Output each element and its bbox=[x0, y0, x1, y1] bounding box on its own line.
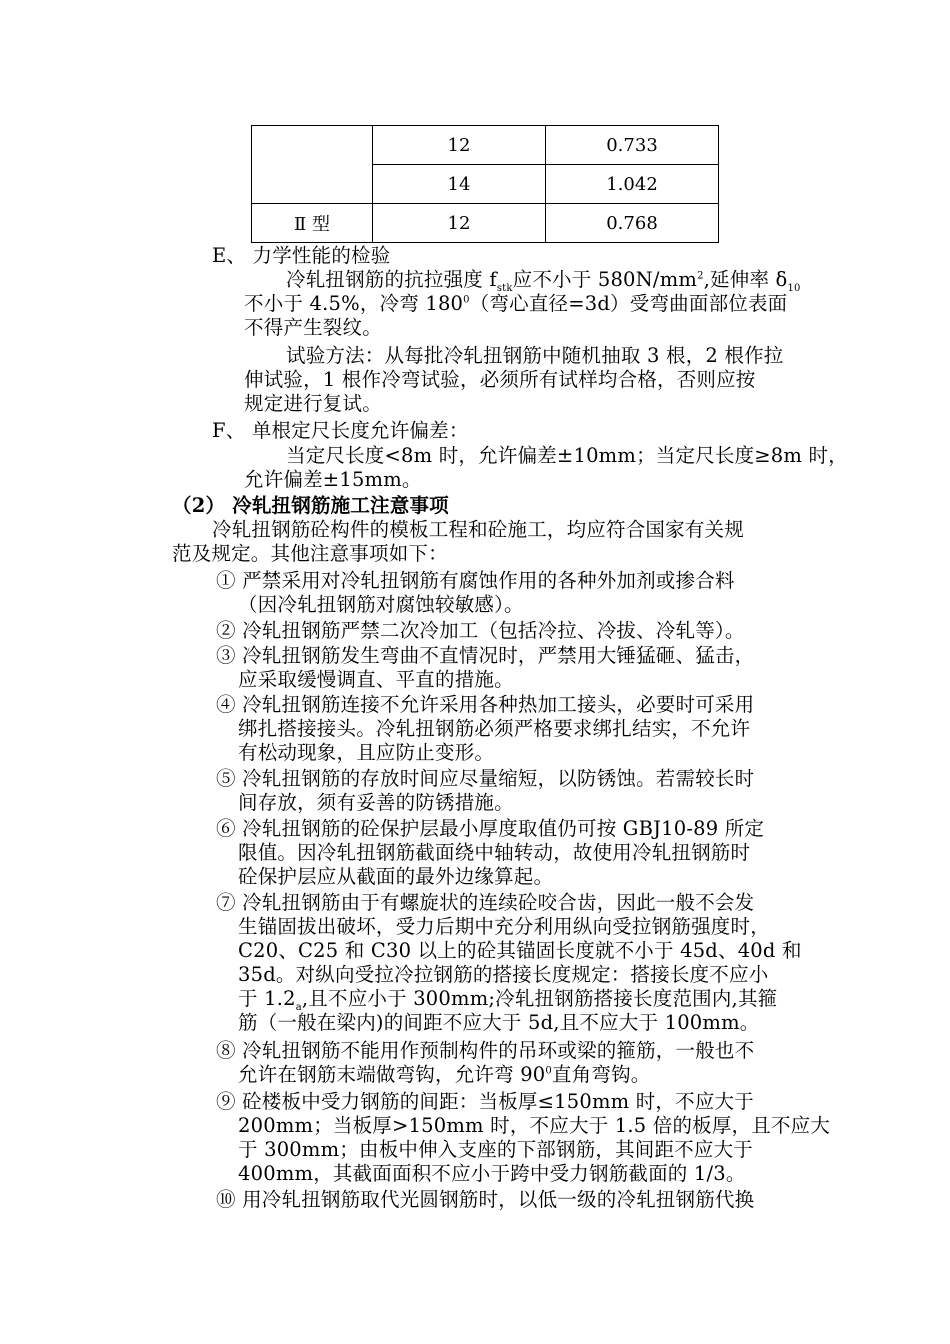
paragraph-line: 冷轧扭钢筋砼构件的模板工程和砼施工，均应符合国家有关规 bbox=[212, 518, 744, 541]
list-item: 间存放，须有妥善的防锈措施。 bbox=[238, 791, 514, 814]
section-2-heading: （2） 冷轧扭钢筋施工注意事项 bbox=[172, 494, 449, 517]
list-item: ③ 冷轧扭钢筋发生弯曲不直情况时，严禁用大锤猛砸、猛击， bbox=[216, 644, 755, 667]
list-item: ① 严禁采用对冷轧扭钢筋有腐蚀作用的各种外加剂或掺合料 bbox=[216, 569, 735, 592]
value-cell: 1.042 bbox=[546, 165, 719, 204]
paragraph-line: 伸试验，1 根作冷弯试验，必须所有试样均合格，否则应按 bbox=[244, 368, 756, 391]
paragraph-line: 允许偏差±15mm。 bbox=[244, 468, 422, 491]
list-item: 生锚固拔出破坏，受力后期中充分利用纵向受拉钢筋强度时， bbox=[238, 915, 770, 938]
section-e-heading: E、 力学性能的检验 bbox=[212, 244, 391, 267]
list-item: 限值。因冷轧扭钢筋截面绕中轴转动，故使用冷轧扭钢筋时 bbox=[238, 841, 751, 864]
list-item: 允许在钢筋末端做弯钩，允许弯 $90^0$直角弯钩。 bbox=[238, 1063, 651, 1086]
list-item: 35d。对纵向受拉冷拉钢筋的搭接长度规定：搭接长度不应小 bbox=[238, 963, 769, 986]
diameter-cell: 14 bbox=[373, 165, 546, 204]
list-item: 有松动现象，且应防止变形。 bbox=[238, 741, 495, 764]
table-row bbox=[252, 126, 719, 165]
paragraph-line: 不得产生裂纹。 bbox=[244, 316, 382, 339]
paragraph-line: 当定尺长度<8m 时，允许偏差±10mm；当定尺长度≥8m 时， bbox=[286, 444, 848, 467]
paragraph-line: 冷轧扭钢筋的抗拉强度 $f_{stk}$应不小于 $580N/mm^2$,延伸率 $\delta_{10}$ bbox=[286, 268, 801, 294]
list-item: C20、C25 和 C30 以上的砼其锚固长度就不小于 45d、40d 和 bbox=[238, 939, 802, 962]
table-row bbox=[252, 204, 719, 243]
diameter-cell: 12 bbox=[373, 126, 546, 165]
type-cell bbox=[252, 126, 373, 204]
value-cell: 0.733 bbox=[546, 126, 719, 165]
list-item: ⑨ 砼楼板中受力钢筋的间距：当板厚≤150mm 时，不应大于 bbox=[216, 1090, 754, 1113]
value-cell: 0.768 bbox=[546, 204, 719, 243]
list-item: 应采取缓慢调直、平直的措施。 bbox=[238, 668, 514, 691]
list-item: ⑤ 冷轧扭钢筋的存放时间应尽量缩短，以防锈蚀。若需较长时 bbox=[216, 767, 755, 790]
diameter-cell: 12 bbox=[373, 204, 546, 243]
list-item: 砼保护层应从截面的最外边缘算起。 bbox=[238, 865, 554, 888]
list-item: （因冷轧扭钢筋对腐蚀较敏感）。 bbox=[238, 593, 524, 616]
list-item: ④ 冷轧扭钢筋连接不允许采用各种热加工接头，必要时可采用 bbox=[216, 693, 755, 716]
list-item: 筋（一般在梁内)的间距不应大于 5d,且不应大于 100mm。 bbox=[238, 1011, 760, 1034]
spec-table bbox=[251, 125, 719, 243]
list-item: ⑥ 冷轧扭钢筋的砼保护层最小厚度取值仍可按 GBJ10-89 所定 bbox=[216, 817, 765, 840]
list-item: 200mm；当板厚>150mm 时，不应大于 1.5 倍的板厚，且不应大 bbox=[238, 1114, 831, 1137]
list-item: 于 300mm；由板中伸入支座的下部钢筋，其间距不应大于 bbox=[238, 1138, 753, 1161]
paragraph-line: 试验方法：从每批冷轧扭钢筋中随机抽取 3 根，2 根作拉 bbox=[286, 344, 784, 367]
type-cell: Ⅱ 型 bbox=[252, 204, 373, 243]
paragraph-line: 不小于 4.5%，冷弯 $180^0$（弯心直径=3d）受弯曲面部位表面 bbox=[244, 292, 788, 315]
list-item: ⑦ 冷轧扭钢筋由于有螺旋状的连续砼咬合齿，因此一般不会发 bbox=[216, 891, 755, 914]
paragraph-line: 规定进行复试。 bbox=[244, 392, 382, 415]
paragraph-line: 范及规定。其他注意事项如下： bbox=[172, 542, 448, 565]
list-item: 400mm，其截面面积不应小于跨中受力钢筋截面的 1/3。 bbox=[238, 1162, 746, 1185]
list-item: ⑩ 用冷轧扭钢筋取代光圆钢筋时，以低一级的冷轧扭钢筋代换 bbox=[216, 1188, 755, 1211]
list-item: ⑧ 冷轧扭钢筋不能用作预制构件的吊环或梁的箍筋，一般也不 bbox=[216, 1039, 755, 1062]
list-item: 于 $1.2_a$,且不应小于 300mm;冷轧扭钢筋搭接长度范围内,其箍 bbox=[238, 987, 778, 1013]
section-f-heading: F、 单根定尺长度允许偏差： bbox=[212, 419, 469, 442]
list-item: ② 冷轧扭钢筋严禁二次冷加工（包括冷拉、冷拔、冷轧等）。 bbox=[216, 619, 745, 642]
list-item: 绑扎搭接接头。冷轧扭钢筋必须严格要求绑扎结实，不允许 bbox=[238, 717, 751, 740]
